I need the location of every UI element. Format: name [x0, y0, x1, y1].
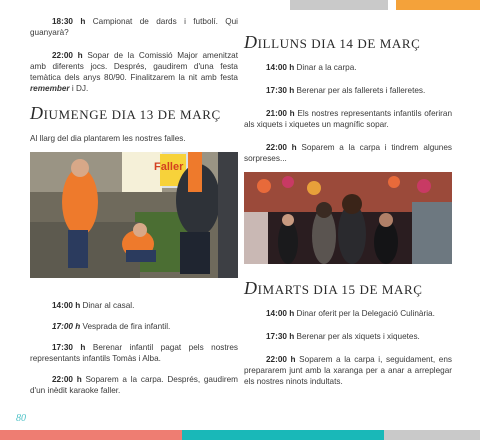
schedule-entry: 17:30 h Berenar per als fallerets i falleretes. [266, 86, 426, 95]
schedule-entry: 14:00 h Dinar a la carpa. [266, 63, 357, 72]
schedule-entry: 21:00 h Els nostres representants infantils oferiran als xiquets i xiquetes un magnífic sopar. [244, 109, 453, 129]
schedule-entry: 18:30 h Campionat de dards i futbolí. Qui guanyarà? [30, 17, 238, 37]
intro-text: Al llarg del dia plantarem les nostres falles. [30, 134, 186, 143]
schedule-entry: 14:00 h Dinar oferit per la Delegació Culinària. [266, 309, 435, 318]
page-number: 80 [16, 413, 26, 424]
day-heading-monday: DILLUNS DIA 14 DE MARÇ [244, 32, 421, 52]
schedule-entry: 22:00 h Soparem a la carpa. Després, gaudirem d'un inèdit karaoke faller. [30, 375, 239, 395]
right-column [244, 16, 452, 396]
schedule-entry: 22:00 h Sopar de la Comissió Major amenitzat amb diferents jocs. Després, gaudirem d'una festa temàtica dels anys 80/90. Finalitzarem la nit amb festa remember i DJ. [30, 51, 238, 93]
top-bar-gray [290, 0, 388, 10]
photo-karaoke-stage [244, 172, 452, 264]
schedule-entry: 14:00 h Dinar al casal. [52, 301, 135, 310]
photo-planting-falla [30, 152, 238, 278]
bottom-color-bar [0, 430, 480, 440]
schedule-entry: 22:00 h Soparem a la carpa i, seguidament, ens prepararem junt amb la xaranga per a anar a arreplegar els nostres ninots indultats. [244, 355, 452, 386]
schedule-entry: 17:30 h Berenar per als xiquets i xiquetes. [266, 332, 420, 341]
day-heading-tuesday: DIMARTS DIA 15 DE MARÇ [244, 278, 423, 298]
schedule-entry: 22:00 h Soparem a la carpa i tindrem algunes sorpreses... [244, 143, 453, 163]
top-color-bar [0, 0, 480, 10]
schedule-entry: 17:00 h Vesprada de fira infantil. [52, 322, 171, 331]
bottom-bar-coral [0, 430, 182, 440]
bottom-bar-teal [182, 430, 384, 440]
left-column [30, 16, 238, 405]
schedule-entry: 17:30 h Berenar infantil pagat pels nostres representants infantils Tomàs i Alba. [30, 343, 239, 363]
bottom-bar-gray [384, 430, 480, 440]
svg-text:Faller: Faller [154, 161, 184, 173]
top-bar-orange [396, 0, 480, 10]
day-heading-sunday: DIUMENGE DIA 13 DE MARÇ [30, 103, 221, 123]
